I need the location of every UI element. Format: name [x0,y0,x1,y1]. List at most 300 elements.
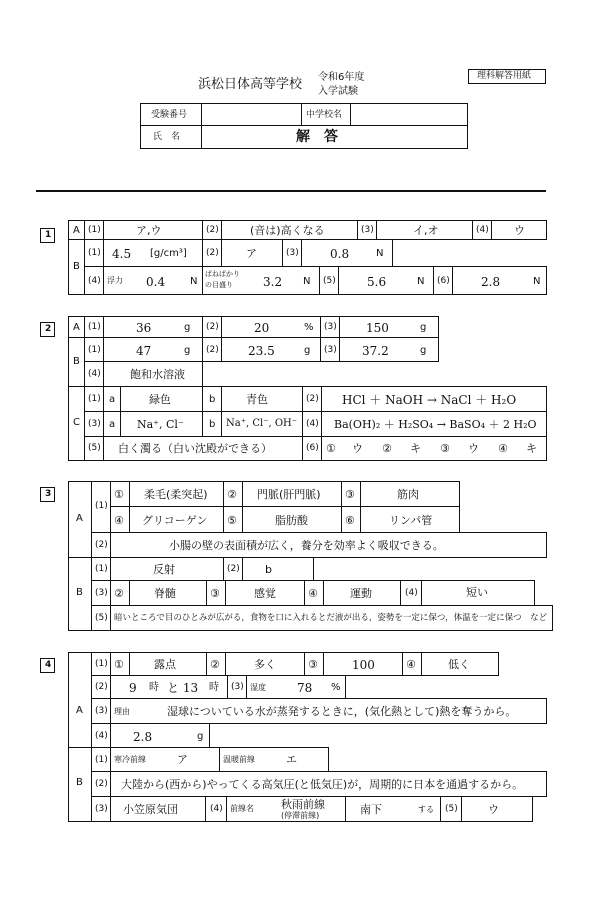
school-name: 浜松日体高等学校 [198,77,303,92]
q4-a3-num [227,675,247,699]
q4-b1-cold-front[interactable] [110,747,220,772]
q3-b5-n: (5) [95,613,108,623]
q2-b3-n: (3) [324,345,337,355]
q1-b4-num [84,266,104,295]
q3-circle-4-cell [110,506,130,533]
q2-b4-answer[interactable] [103,361,203,387]
q1-b4-scale-unit: N [303,276,311,287]
q3-b3-answer-3[interactable] [323,580,401,606]
q3-circle-2-cell [223,481,243,507]
q2-b3-num [320,337,340,362]
q3-a-label-cell [68,481,92,558]
q4-a3b-label: 理由 [114,707,130,716]
q4-a3-value: 78 [297,681,313,695]
q4-a2-hour-2: と 13 [167,681,199,695]
q4-a3-label: 湿度 [250,683,266,692]
q4-b4-value-sub: (停滞前線) [281,811,320,820]
q3-a1-text-3: 筋肉 [397,488,419,501]
q4-b4-suffix: する [418,805,434,814]
q2-number: 2 [45,324,52,334]
q2-a2-num [202,316,222,338]
q2-a1-answer[interactable] [103,316,203,338]
q3-b4-num [400,580,422,606]
subject-tag-box [468,69,546,84]
q2-a-label: A [73,322,80,333]
q3-circle-1-cell [110,481,130,507]
q3-circle-6: ⑥ [345,514,355,527]
q4-a4-value: 2.8 [133,730,153,744]
q2-number-box [40,322,55,337]
q1-b5-n: (5) [323,276,336,286]
q3-b3-text-1: 脊髄 [154,587,176,600]
q1-number: 1 [45,230,52,240]
q1-b-label: B [73,261,80,272]
q1-a3-num [357,220,377,240]
q3-number-box [40,487,55,502]
q3-b3-circle-1: ② [114,587,124,600]
q3-a1-num [91,481,111,533]
q4-a2-answer[interactable] [110,675,228,699]
q2-c1-a-label: a [109,394,116,405]
q3-a1-answer-4[interactable] [129,506,224,533]
q2-c3-b-text: Na⁺, Cl⁻, OH⁻ [226,418,298,429]
q2-b4-text: 飽和水溶液 [130,368,185,381]
q2-c1-b-label: b [209,394,216,405]
q2-a3-answer[interactable] [339,316,439,338]
q4-b4-front-name[interactable] [226,796,346,822]
q4-b4-n: (4) [210,804,223,814]
q3-b2-num [223,557,243,581]
q4-circle-4-cell [402,652,422,676]
q2-c1-n: (1) [88,394,101,404]
q4-a4-n: (4) [95,731,108,741]
q3-a2-answer[interactable] [110,532,547,558]
q2-c6-circle-4: ④ [498,442,508,455]
q2-a-label-cell [68,316,85,338]
q4-b4-num [205,796,227,822]
q4-a1-text-1: 露点 [154,658,176,671]
q2-c-label-cell [68,386,85,461]
q2-a1-unit: g [184,322,191,333]
answer-title: 解 答 [296,129,338,145]
q2-c1-a-answer[interactable] [120,386,203,412]
q1-a3-text: イ,オ [413,224,439,237]
q3-a1-text-2: 門脈(肝門脈) [257,488,321,501]
q4-a1-n: (1) [95,659,108,669]
q3-a1-text-1: 柔毛(柔突起) [144,488,208,501]
q3-b3-text-2: 感覚 [254,587,276,600]
q4-b4-label: 前線名 [230,804,254,813]
q2-b-label-cell [68,337,85,387]
q1-a-label-cell [68,220,85,240]
q3-number: 3 [45,489,52,499]
q3-b5-answer[interactable] [110,605,553,631]
q3-b1-num [91,557,111,581]
q1-b5-answer[interactable] [338,266,434,295]
q2-c1-a-text: 緑色 [149,393,171,406]
q2-c6-answer-2: キ [410,442,421,455]
q3-circle-2: ② [227,488,237,501]
header-divider [36,190,546,192]
q3-b3-num [91,580,111,606]
q4-a2-unit-2: 時 [209,682,219,693]
q2-c6-answer-1: ウ [352,442,363,455]
q4-a1-text-4: 低く [448,658,470,671]
q4-a1-answer-4[interactable] [421,652,499,676]
q3-a1-answer-1[interactable] [129,481,224,507]
q2-a1-value: 36 [136,321,152,335]
q3-a1-text-6: リンパ管 [389,514,433,527]
q4-b-label-cell [68,747,92,822]
name-label-cell [140,125,202,149]
q1-b1-value: 4.5 [112,247,132,261]
q1-b4-scale[interactable] [202,266,320,295]
q3-a2-n: (2) [95,540,108,550]
q1-b4-label: 浮力 [107,276,123,285]
q4-b3-text: 小笠原気団 [123,803,178,816]
q1-b4-scale-label-b: の目盛り [205,281,233,289]
q1-b2-text: ア [246,247,257,260]
exam-year: 令和6年度 [318,72,365,83]
q2-c3-a-label: a [109,419,116,430]
q4-a3-answer[interactable] [246,675,346,699]
q1-b3-value: 0.8 [330,247,350,261]
q1-b6-answer[interactable] [452,266,547,295]
q3-b3-circle-3: ④ [308,587,318,600]
q4-circle-2: ② [210,658,220,671]
q4-a1-answer-3[interactable] [323,652,403,676]
q2-c1-num [84,386,104,412]
q4-b1-num [91,747,111,772]
q2-c2-answer[interactable] [321,386,547,412]
q2-c-label: C [73,417,80,428]
q1-a1-answer[interactable] [103,220,203,240]
q1-a2-num [202,220,222,240]
q4-a1-text-2: 多く [254,658,276,671]
junior-high-field[interactable] [350,103,468,126]
q2-a1-num [84,316,104,338]
q2-b1-n: (1) [88,345,101,355]
q4-b-label: B [76,777,83,788]
q1-b2-n: (2) [206,248,219,258]
q3-b1-n: (1) [95,564,108,574]
q4-a3-n: (3) [231,682,244,692]
q3-circle-3: ③ [345,488,355,501]
q2-b4-n: (4) [88,369,101,379]
q3-a1-answer-5[interactable] [242,506,342,533]
q3-circle-4: ④ [114,514,124,527]
q1-b1-answer[interactable] [103,239,203,267]
q1-b3-answer[interactable] [301,239,393,267]
candidate-info-table [140,103,468,149]
q2-b2-unit: g [304,345,311,356]
q3-b4-text: 短い [466,586,488,599]
q2-c4-n: (4) [306,419,319,429]
q3-b-label: B [76,587,83,598]
q1-b1-n: (1) [88,248,101,258]
q4-b5-text: ウ [488,803,499,816]
q4-circle-3: ③ [308,658,318,671]
q1-b2-answer[interactable] [221,239,283,267]
q2-c2-n: (2) [306,394,319,404]
subject-tag: 理科解答用紙 [477,71,532,81]
q3-a1-text-4: グリコーゲン [142,514,208,527]
q4-b3-answer[interactable] [110,796,206,822]
q4-b1-value-2: エ [286,753,297,766]
q2-b3-unit: g [420,345,427,356]
q1-b4-buoyancy[interactable] [103,266,203,295]
q2-c6-n: (6) [306,443,319,453]
q4-b3-n: (3) [95,804,108,814]
q1-a1-n: (1) [88,225,101,235]
q2-a2-value: 20 [254,321,270,335]
q1-b1-num [84,239,104,267]
q3-b2-n: (2) [227,564,240,574]
q1-b-label-cell [68,239,85,295]
q1-a-label: A [73,225,80,236]
q4-b1-warm-front[interactable] [219,747,329,772]
q3-b3-answer-2[interactable] [225,580,305,606]
q4-a2-hour-1: 9 [129,681,137,695]
q4-a1-answer-2[interactable] [225,652,305,676]
q4-b5-answer[interactable] [461,796,533,822]
q1-b6-unit: N [533,276,541,287]
q3-b4-answer[interactable] [421,580,535,606]
exam-number-label-cell [140,103,202,126]
q2-c2-num [302,386,322,412]
q2-c3-b-label: b [209,419,216,430]
q4-a3b-text: 湿球についている水が蒸発するときに，(気化熱として)熱を奪うから。 [167,705,517,718]
q2-a2-unit: % [304,322,314,333]
q2-a3-n: (3) [324,322,337,332]
q2-c6-answer-3: ウ [468,442,479,455]
q3-circle-3-cell [341,481,361,507]
q2-c1-a-label-cell [103,386,121,412]
q1-a4-text: ウ [514,224,525,237]
q3-b2-answer[interactable] [242,557,314,581]
q3-a2-num [91,532,111,558]
q2-c6-circle-1: ① [326,442,336,455]
q3-b3-circle-3-cell [304,580,324,606]
q2-b-label: B [73,356,80,367]
q3-b3-answer-1[interactable] [129,580,207,606]
q3-b-label-cell [68,557,92,631]
q3-a1-answer-3[interactable] [360,481,460,507]
q1-b6-value: 2.8 [481,275,501,289]
q1-b4-unit: N [190,276,198,287]
q3-b3-circle-2: ③ [210,587,220,600]
q4-a2-unit-1: 時 [149,682,159,693]
q2-c1-b-label-cell [202,386,222,412]
q3-a1-answer-6[interactable] [360,506,460,533]
q4-b1-n: (1) [95,755,108,765]
q1-b5-unit: N [417,276,425,287]
q1-b5-value: 5.6 [367,275,387,289]
name-label: 氏 名 [153,132,181,142]
q2-c6-num [302,436,322,461]
q2-c6-circle-2: ② [382,442,392,455]
q1-a2-answer[interactable] [221,220,358,240]
q2-c5-answer[interactable] [103,436,303,461]
q2-c4-num [302,411,322,437]
q3-b3-n: (3) [95,588,108,598]
q4-b1-label-1: 寒冷前線 [114,755,146,764]
q4-a4-answer[interactable] [110,723,210,748]
q3-b4-n: (4) [405,588,418,598]
q2-c3-num [84,411,104,437]
q2-a2-n: (2) [206,322,219,332]
q3-b3-text-3: 運動 [350,587,372,600]
q1-b4-scale-value: 3.2 [263,275,283,289]
q4-a2-n: (2) [95,682,108,692]
q1-a4-num [472,220,492,240]
q1-b4-value: 0.4 [146,275,166,289]
q4-b2-n: (2) [95,779,108,789]
q4-b4-value: 秋雨前線 [281,798,325,811]
q4-b5-num [440,796,462,822]
q1-a1-num [84,220,104,240]
q2-b1-num [84,337,104,362]
junior-high-label-cell [301,103,351,126]
q3-b3-circle-1-cell [110,580,130,606]
q1-a4-answer[interactable] [491,220,547,240]
q3-circle-5-cell [223,506,243,533]
q1-b2-num [202,239,222,267]
q4-b3-num [91,796,111,822]
q3-b5-text: 暗いところで目のひとみが広がる，食物を口に入れるとだ液が出る，姿勢を一定に保つ，体温を一定に保つ など [114,613,548,623]
q2-c3-n: (3) [88,419,101,429]
q3-b5-num [91,605,111,631]
q1-b1-unit: [g/cm³] [150,248,187,259]
q2-c5-num [84,436,104,461]
q2-a2-answer[interactable] [221,316,321,338]
q2-a3-num [320,316,340,338]
q2-b4-num [84,361,104,387]
junior-high-label: 中学校名 [306,110,343,120]
q1-a2-text: (音は)高くなる [250,224,325,237]
q3-b2-text: b [265,563,272,576]
q2-c2-text: HCl ＋ NaOH → NaCl ＋ H₂O [342,393,517,407]
q1-a1-text: ア,ウ [136,224,162,237]
q1-b5-num [319,266,339,295]
q4-a1-num [91,652,111,676]
q3-a-label: A [76,513,83,524]
q2-c3-a-text: Na⁺, Cl⁻ [137,418,184,431]
q1-a4-n: (4) [476,225,489,235]
q4-number-box [40,658,55,673]
q3-circle-5: ⑤ [227,514,237,527]
q4-b1-label-2: 温暖前線 [223,755,255,764]
q4-b1-value-1: ア [177,753,188,766]
q3-a2-text: 小腸の壁の表面積が広く，養分を効率よく吸収できる。 [169,539,444,552]
q2-b1-answer[interactable] [103,337,203,362]
q4-a4-unit: g [197,731,204,742]
q2-b3-answer[interactable] [339,337,439,362]
q4-b2-text: 大陸から(西から)やってくる高気圧(と低気圧)が，周期的に日本を通過するから。 [121,778,524,791]
q2-c6-circle-3: ③ [440,442,450,455]
q2-c6-answer-4: キ [526,442,537,455]
q2-c5-n: (5) [88,443,101,453]
q1-b6-num [433,266,453,295]
name-field[interactable] [201,125,468,149]
q4-b5-n: (5) [445,804,458,814]
q1-b6-n: (6) [437,276,450,286]
exam-title: 入学試験 [318,86,358,97]
q3-b1-text: 反射 [153,563,175,576]
q2-b1-value: 47 [136,344,152,358]
q2-a1-n: (1) [88,322,101,332]
q2-c1-b-text: 青色 [246,393,268,406]
q4-b2-answer[interactable] [110,771,547,797]
q4-circle-3-cell [304,652,324,676]
q4-a1-answer-1[interactable] [129,652,207,676]
q1-a3-answer[interactable] [376,220,473,240]
q3-b1-answer[interactable] [110,557,224,581]
q3-a1-answer-2[interactable] [242,481,342,507]
q2-c6-answer[interactable] [321,436,547,461]
q3-circle-1: ① [114,488,124,501]
q4-b4-direction-text: 南下 [360,803,382,816]
q4-a3b-num [91,698,111,724]
q2-a3-unit: g [420,322,427,333]
q1-b3-num [282,239,302,267]
q2-b3-value: 37.2 [362,344,389,358]
q4-circle-1-cell [110,652,130,676]
q2-c3-b-label-cell [202,411,222,437]
q4-b2-num [91,771,111,797]
q2-c4-answer[interactable] [321,411,547,437]
q3-a1-text-5: 脂肪酸 [275,514,308,527]
q4-a3-unit: % [331,682,341,693]
q4-b4-direction[interactable] [345,796,441,822]
q2-b2-value: 23.5 [248,344,275,358]
q1-b4-n: (4) [88,276,101,286]
q2-a3-value: 150 [366,321,389,335]
exam-number-label: 受験番号 [151,110,188,120]
q3-circle-6-cell [341,506,361,533]
q2-c3-a-answer[interactable] [120,411,203,437]
q2-c3-b-answer[interactable] [221,411,303,437]
q2-b1-unit: g [184,345,191,356]
q4-number: 4 [45,660,52,670]
q2-c1-b-answer[interactable] [221,386,303,412]
q3-a1-n: (1) [95,501,108,511]
q4-a2-num [91,675,111,699]
q2-b2-answer[interactable] [221,337,321,362]
q4-circle-4: ④ [406,658,416,671]
q4-a-label: A [76,705,83,716]
q2-b2-num [202,337,222,362]
q4-a3b-answer[interactable] [110,698,547,724]
q4-a1-text-3: 100 [352,658,375,672]
q2-c4-text: Ba(OH)₂ ＋ H₂SO₄ → BaSO₄ ＋ 2 H₂O [334,418,537,431]
q1-a3-n: (3) [361,225,374,235]
q4-circle-2-cell [206,652,226,676]
q1-number-box [40,228,55,243]
q2-c5-text: 白く濁る（白い沈殿ができる） [118,442,272,455]
q3-b3-circle-2-cell [206,580,226,606]
q1-b3-unit: N [376,248,384,259]
q1-a2-n: (2) [206,225,219,235]
q4-a4-num [91,723,111,748]
exam-number-field[interactable] [201,103,302,126]
q4-circle-1: ① [114,658,124,671]
q2-c3-a-label-cell [103,411,121,437]
q2-b2-n: (2) [206,345,219,355]
q1-b4-scale-label-a: ばねばかり [205,270,240,278]
q4-a3b-n: (3) [95,706,108,716]
q1-b3-n: (3) [286,248,299,258]
